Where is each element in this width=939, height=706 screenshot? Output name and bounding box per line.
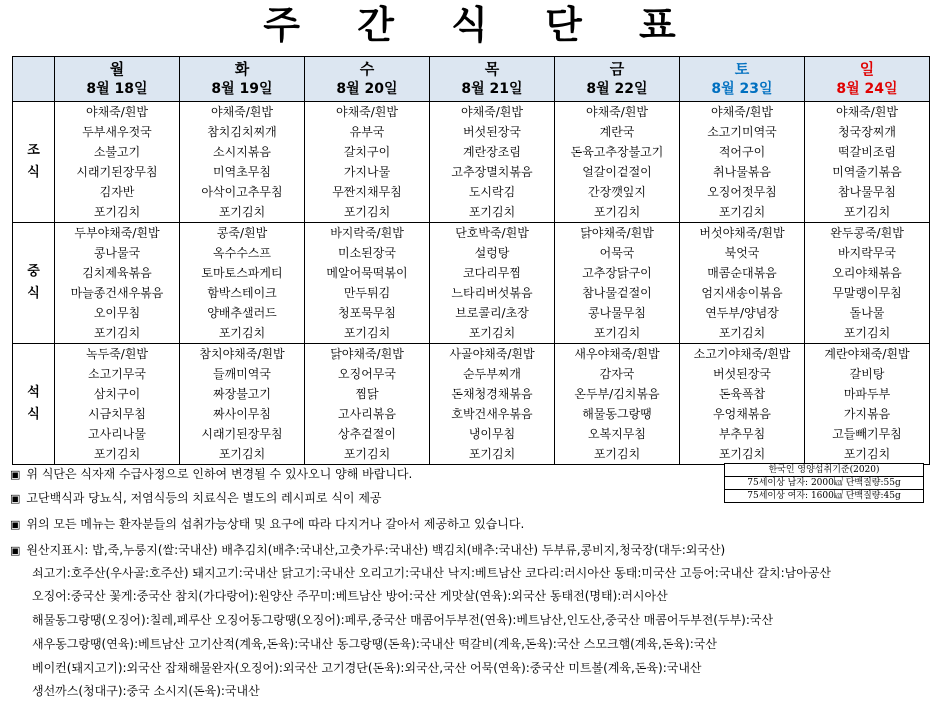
menu-cell [430,344,555,465]
note-text: 고단백식과 당뇨식, 저염식등의 치료식은 별도의 레시피로 식이 제공 [26,491,382,505]
day-header-row [13,57,930,102]
meal-row [13,344,930,465]
menu-item: 우엉채볶음 [713,407,771,421]
menu-item: 토마토스파게티 [201,266,283,280]
menu-cell [180,102,305,223]
menu-item: 포기김치 [468,326,516,340]
note-item [10,538,725,562]
weekday-label: 수 [359,60,375,78]
menu-item: 새우야채죽/흰밥 [574,347,660,361]
menu-item: 마파두부 [843,387,891,401]
origin-line: 새우동그랑땡(연육):베트남산 고기산적(계육,돈육):국내산 동그랑땡(돈육):국내산 떡갈비(계육,돈육):국산 스모크햄(계육,돈육):국산 [32,637,717,651]
menu-cell [680,102,805,223]
menu-item: 바지락무국 [838,246,896,260]
meal-label-char: 조 [27,143,40,158]
menu-item: 떡갈비조림 [838,145,896,159]
menu-item: 브로콜리/초장 [455,306,529,320]
menu-item: 취나물볶음 [713,165,771,179]
day-header-tue [180,57,305,102]
day-header-sun [805,57,930,102]
menu-item: 고사리나물 [88,427,146,441]
menu-item: 북엇국 [724,246,760,260]
menu-item: 포기김치 [343,326,391,340]
menu-item: 포기김치 [93,326,141,340]
menu-item: 메알어묵떡볶이 [326,266,408,280]
menu-item: 순두부찌개 [463,367,521,381]
menu-item: 시래기된장무침 [76,165,158,179]
menu-item: 완두콩죽/흰밥 [830,226,904,240]
menu-item: 콩나물국 [93,246,141,260]
menu-item: 청포묵무침 [338,306,396,320]
menu-item: 포기김치 [343,205,391,219]
meal-label-char: 중 [27,264,40,279]
menu-item: 소고기무국 [88,367,146,381]
menu-item: 참치김치찌개 [207,125,277,139]
menu-item: 오징어무국 [338,367,396,381]
menu-item: 도시락김 [468,185,516,199]
menu-item: 버섯된장국 [713,367,771,381]
menu-cell [55,102,180,223]
note-text: 위의 모든 메뉴는 환자분들의 섭취가능상태 및 요구에 따라 다지거나 갈아서 제공하고 있습니다. [26,517,525,531]
menu-item: 야채죽/흰밥 [835,105,898,119]
menu-cell [805,102,930,223]
menu-item: 간장깻잎지 [588,185,646,199]
date-label: 8월 19일 [211,81,273,97]
date-label: 8월 23일 [711,81,773,97]
menu-item: 짜사이무침 [213,407,271,421]
menu-item: 가지나물 [343,165,391,179]
menu-item: 버섯야채죽/흰밥 [699,226,785,240]
date-label: 8월 24일 [836,81,898,97]
menu-cell [55,223,180,344]
square-bullet-icon: ▣ [10,468,21,481]
menu-item: 연두부/양념장 [705,306,779,320]
menu-item: 상추겉절이 [338,427,396,441]
menu-item: 무말랭이무침 [832,286,902,300]
menu-item: 돈육고추장불고기 [570,145,664,159]
menu-item: 고추장멸치볶음 [451,165,533,179]
menu-cell [305,344,430,465]
menu-item: 매콤순대볶음 [707,266,777,280]
nutrition-standard-box [724,463,924,503]
meal-row [13,223,930,344]
menu-item: 야채죽/흰밥 [210,105,273,119]
menu-item: 버섯된장국 [463,125,521,139]
nutrition-header: 한국인 영양섭취기준(2020) [725,464,923,477]
menu-item: 포기김치 [343,447,391,461]
menu-item: 오징어젓무침 [707,185,777,199]
menu-item: 소고기미역국 [707,125,777,139]
menu-item: 들깨미역국 [213,367,271,381]
weekday-label: 일 [859,60,875,78]
menu-cell [305,223,430,344]
weekday-label: 화 [234,60,250,78]
origin-line: 해물동그랑땡(오징어):칠레,페루산 오징어동그랑땡(오징어):페루,중국산 매콤어두부전(연육):베트남산,인도산,중국산 매콤어두부전(두부):국산 [32,613,774,627]
meal-row [13,102,930,223]
origin-line: 오징어:중국산 꽃게:중국산 참치(가다랑어):원양산 주꾸미:베트남산 방어:국산 게맛살(연육):외국산 동태전(명태):러시아산 [32,589,668,603]
menu-item: 시래기된장무침 [201,427,283,441]
menu-item: 옥수수스프 [213,246,271,260]
square-bullet-icon: ▣ [10,492,21,505]
menu-item: 돈채청경채볶음 [451,387,533,401]
menu-item: 설렁탕 [474,246,510,260]
meal-label-char: 식 [27,165,40,180]
date-label: 8월 22일 [586,81,648,97]
menu-item: 유부국 [349,125,385,139]
menu-item: 포기김치 [843,447,891,461]
menu-cell [555,102,680,223]
menu-item: 적어구이 [718,145,766,159]
day-header-mon [55,57,180,102]
menu-item: 콩나물무침 [588,306,646,320]
menu-item: 오복지무침 [588,427,646,441]
menu-item: 얼갈이겉절이 [582,165,652,179]
menu-cell [305,102,430,223]
menu-item: 포기김치 [718,447,766,461]
weekday-label: 토 [734,60,750,78]
menu-item: 미역줄기볶음 [832,165,902,179]
menu-cell [430,223,555,344]
menu-item: 느타리버섯볶음 [451,286,533,300]
menu-item: 야채죽/흰밥 [585,105,648,119]
menu-cell [180,223,305,344]
menu-item: 야채죽/흰밥 [85,105,148,119]
menu-item: 어묵국 [599,246,635,260]
menu-item: 포기김치 [218,205,266,219]
origin-line: 쇠고기:호주산(우사골:호주산) 돼지고기:국내산 닭고기:국내산 오리고기:국내산 낙지:베트남산 코다리:러시아산 동태:미국산 고등어:국내산 갈치:남아공산 [32,566,832,580]
menu-item: 계란야채죽/흰밥 [824,347,910,361]
menu-cell [430,102,555,223]
day-header-sat [680,57,805,102]
nutrition-male: 75세이상 남자: 2000㎉ 단백질량:55g [725,477,923,490]
menu-item: 온두부/김치볶음 [574,387,660,401]
menu-item: 미소된장국 [338,246,396,260]
menu-cell [805,223,930,344]
date-label: 8월 21일 [461,81,523,97]
menu-item: 포기김치 [593,205,641,219]
menu-cell [805,344,930,465]
menu-item: 포기김치 [593,447,641,461]
menu-item: 바지락죽/흰밥 [330,226,404,240]
menu-item: 녹두죽/흰밥 [85,347,148,361]
menu-item: 포기김치 [93,447,141,461]
menu-item: 오이무침 [93,306,141,320]
menu-item: 포기김치 [718,205,766,219]
note-text: 위 식단은 식자재 수급사정으로 인하여 변경될 수 있사오니 양해 바랍니다. [26,467,413,481]
day-header-fri [555,57,680,102]
menu-item: 갈비탕 [849,367,885,381]
menu-item: 아삭이고추무침 [201,185,283,199]
menu-item: 코다리무찜 [463,266,521,280]
menu-item: 무짠지채무침 [332,185,402,199]
menu-item: 호박건새우볶음 [451,407,533,421]
menu-item: 김자반 [99,185,135,199]
menu-item: 포기김치 [218,447,266,461]
date-label: 8월 20일 [336,81,398,97]
menu-item: 고들빼기무침 [832,427,902,441]
menu-item: 닭야채죽/흰밥 [580,226,654,240]
menu-item: 미역초무침 [213,165,271,179]
menu-item: 콩죽/흰밥 [216,226,268,240]
menu-item: 돌나물 [849,306,885,320]
menu-cell [680,223,805,344]
menu-item: 짜장불고기 [213,387,271,401]
menu-item: 찜닭 [355,387,379,401]
menu-item: 포기김치 [468,447,516,461]
menu-item: 함박스테이크 [207,286,277,300]
meal-label-char: 석 [27,385,40,400]
square-bullet-icon: ▣ [10,518,21,531]
menu-cell [680,344,805,465]
menu-item: 소고기야채죽/흰밥 [693,347,791,361]
nutrition-female: 75세이상 여자: 1600㎉ 단백질량:45g [747,491,901,501]
menu-item: 계란장조림 [463,145,521,159]
menu-cell [555,344,680,465]
origin-line: 생선까스(청대구):중국 소시지(돈육):국내산 [32,684,260,698]
menu-item: 마늘종건새우볶음 [70,286,164,300]
menu-item: 참나물겉절이 [582,286,652,300]
corner-cell [13,57,55,102]
menu-item: 포기김치 [843,205,891,219]
menu-item: 야채죽/흰밥 [460,105,523,119]
note-item [10,486,382,510]
menu-cell [55,344,180,465]
date-label: 8월 18일 [86,81,148,97]
menu-item: 삼치구이 [93,387,141,401]
menu-item: 부추무침 [718,427,766,441]
menu-item: 단호박죽/흰밥 [455,226,529,240]
menu-item: 포기김치 [718,326,766,340]
meal-rows [13,102,930,465]
menu-cell [555,223,680,344]
menu-item: 오리야채볶음 [832,266,902,280]
weekday-label: 월 [109,60,125,78]
menu-item: 감자국 [599,367,635,381]
menu-item: 시금치무침 [88,407,146,421]
menu-item: 야채죽/흰밥 [335,105,398,119]
menu-item: 소불고기 [93,145,141,159]
note-item [10,512,524,536]
menu-item: 양배추샐러드 [207,306,277,320]
menu-item: 야채죽/흰밥 [710,105,773,119]
menu-item: 포기김치 [93,205,141,219]
day-header-thu [430,57,555,102]
menu-item: 참나물무침 [838,185,896,199]
note-item [10,462,412,486]
meal-label-char: 식 [27,286,40,301]
origin-line: 베이컨(돼지고기):외국산 잡채해물완자(오징어):외국산 고기경단(돈육):외국산,국산 어묵(연육):중국산 미트볼(계육,돈육):국내산 [32,661,702,675]
menu-item: 해물동그랑땡 [582,407,652,421]
meal-label-char: 식 [27,407,40,422]
menu-cell [180,344,305,465]
menu-item: 돈육폭찹 [718,387,766,401]
note-text: 원산지표시: 밥,죽,누룽지(쌀:국내산) 배추김치(배추:국내산,고춧가루:국내산) 백김치(배추:국내산) 두부류,콩비지,청국장(대두:외국산) [26,543,726,557]
page-title: 주 간 식 단 표 [263,3,698,47]
day-header-wed [305,57,430,102]
meal-label [13,223,55,344]
menu-item: 닭야채죽/흰밥 [330,347,404,361]
menu-item: 엄지새송이볶음 [701,286,783,300]
weekday-label: 목 [484,60,500,78]
weekly-menu-table [12,56,930,465]
menu-item: 포기김치 [593,326,641,340]
menu-item: 냉이무침 [468,427,516,441]
menu-item: 갈치구이 [343,145,391,159]
menu-item: 두부야채죽/흰밥 [74,226,160,240]
square-bullet-icon: ▣ [10,544,21,557]
menu-item: 계란국 [599,125,635,139]
menu-item: 참치야채죽/흰밥 [199,347,285,361]
menu-item: 고사리볶음 [338,407,396,421]
menu-item: 가지볶음 [843,407,891,421]
menu-item: 김치제육볶음 [82,266,152,280]
menu-item: 소시지볶음 [213,145,271,159]
menu-item: 포기김치 [468,205,516,219]
meal-label [13,102,55,223]
meal-label [13,344,55,465]
menu-item: 청국장찌개 [838,125,896,139]
menu-item: 포기김치 [218,326,266,340]
weekday-label: 금 [609,60,625,78]
menu-item: 고추장닭구이 [582,266,652,280]
menu-item: 포기김치 [843,326,891,340]
menu-item: 두부새우젓국 [82,125,152,139]
menu-item: 사골야채죽/흰밥 [449,347,535,361]
menu-item: 만두튀김 [343,286,391,300]
